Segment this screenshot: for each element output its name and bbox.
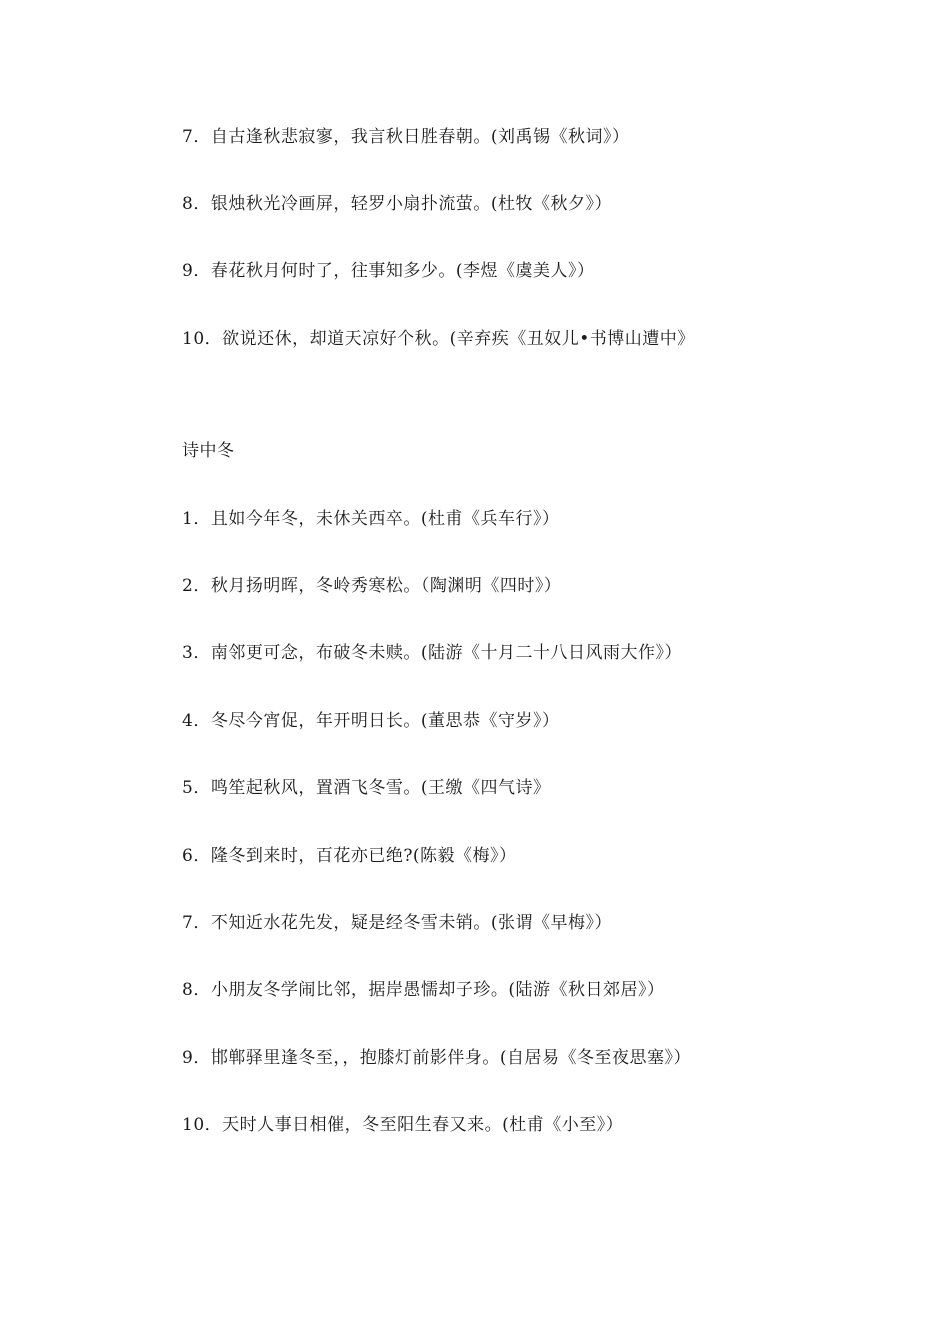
winter-poem-line-9: 9．邯郸驿里逢冬至，，抱膝灯前影伴身。(自居易《冬至夜思塞》） bbox=[182, 1048, 691, 1068]
winter-poem-line-8: 8．小朋友冬学闹比邻，据岸愚懦却子珍。(陆游《秋日郊居》） bbox=[182, 980, 665, 1000]
winter-poem-line-2: 2．秋月扬明晖，冬岭秀寒松。（陶渊明《四时》） bbox=[182, 576, 562, 596]
winter-poem-line-10: 10．天时人事日相催，冬至阳生春又来。(杜甫《小至》） bbox=[182, 1115, 624, 1135]
autumn-poem-line-9: 9．春花秋月何时了，往事知多少。(李煜《虞美人》） bbox=[182, 261, 595, 281]
winter-poem-line-7: 7．不知近水花先发，疑是经冬雪未销。(张谓《早梅》） bbox=[182, 913, 612, 933]
winter-poem-line-3: 3．南邻更可念，布破冬未赎。(陆游《十月二十八日风雨大作》） bbox=[182, 643, 682, 663]
winter-poem-line-6: 6．隆冬到来时，百花亦已绝?(陈毅《梅》） bbox=[182, 846, 517, 866]
winter-poem-line-5: 5．鸣笙起秋风，置酒飞冬雪。(王缴《四气诗》 bbox=[182, 778, 551, 798]
winter-section-heading: 诗中冬 bbox=[182, 441, 235, 461]
autumn-poem-line-7: 7．自古逢秋悲寂寥，我言秋日胜春朝。(刘禹锡《秋词》） bbox=[182, 127, 630, 147]
autumn-poem-line-10: 10．欲说还休，却道天凉好个秋。(辛弃疾《丑奴儿•书博山遭中》 bbox=[182, 329, 695, 349]
winter-poem-line-1: 1．且如今年冬，未休关西卒。(杜甫《兵车行》） bbox=[182, 509, 560, 529]
winter-poem-line-4: 4．冬尽今宵促，年开明日长。(董思恭《守岁》） bbox=[182, 711, 560, 731]
autumn-poem-line-8: 8．银烛秋光冷画屏，轻罗小扇扑流萤。(杜牧《秋夕》） bbox=[182, 194, 612, 214]
